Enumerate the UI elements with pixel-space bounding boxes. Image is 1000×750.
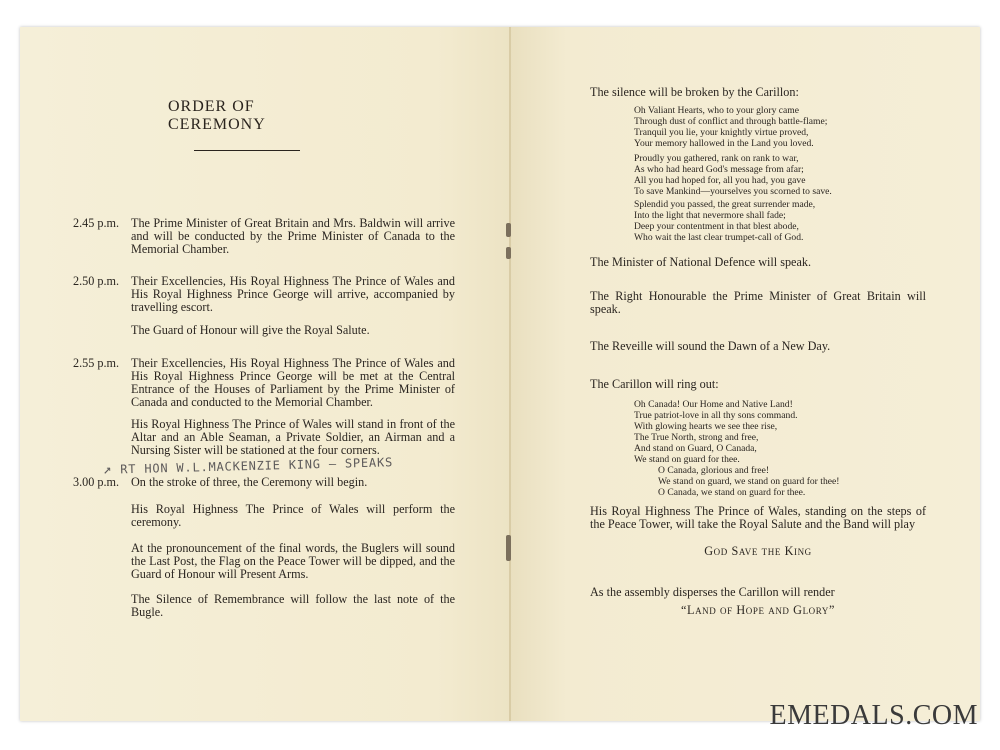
defence-speaks: The Minister of National Defence will speak. [590, 255, 811, 269]
disperse-text: As the assembly disperses the Carillon will render [590, 585, 835, 599]
entry-text: Their Excellencies, His Royal Highness The Prince of Wales and His Royal Highness Prince George will arrive, accompanied by travelling escort. [131, 274, 455, 314]
royal-salute-text: His Royal Highness The Prince of Wales, standing on the steps of the Peace Tower, will take the Royal Salute and the Band will play [590, 504, 926, 531]
verse-line: Through dust of conflict and through battle-flame; [634, 116, 828, 127]
anthem-line: True patriot-love in all thy sons command. [634, 410, 798, 421]
hymn-stanza [634, 199, 894, 243]
anthem-line: With glowing hearts we see thee rise, [634, 421, 778, 432]
handwritten-note-text: RT HON W.L.MACKENZIE KING — SPEAKS [120, 455, 394, 477]
carillon-intro: The silence will be broken by the Carillon: [590, 85, 799, 99]
anthem-line: And stand on Guard, O Canada, [634, 443, 757, 454]
altar-text: His Royal Highness The Prince of Wales will stand in front of the Altar and an Able Seaman, a Private Soldier, an Airman and a Nursing Sister will be stationed at the four corners. [131, 417, 455, 457]
entry-time: 2.50 p.m. [73, 274, 120, 288]
staple [506, 247, 511, 259]
entry-time: 2.45 p.m. [73, 216, 120, 230]
verse-line: As who had heard God's message from afar; [634, 164, 804, 175]
arrow-icon: ↗ [102, 461, 113, 478]
guard-salute-text: The Guard of Honour will give the Royal Salute. [131, 323, 370, 337]
verse-line: Who wait the last clear trumpet-call of God. [634, 232, 804, 243]
anthem-line: O Canada, we stand on guard for thee. [658, 487, 806, 498]
verse-line: Proudly you gathered, rank on rank to war, [634, 153, 799, 164]
entry-time: 2.55 p.m. [73, 356, 120, 370]
entry-time: 3.00 p.m. [73, 475, 120, 489]
carillon-ring: The Carillon will ring out: [590, 377, 719, 391]
entry-text: The Prime Minister of Great Britain and Mrs. Baldwin will arrive and will be conducted by the Prime Minister of Canada to the Memorial Chamber. [131, 216, 455, 256]
anthem [634, 399, 894, 498]
anthem-line: O Canada, glorious and free! [658, 465, 770, 476]
hymn-stanza [634, 105, 894, 149]
perform-ceremony-text: His Royal Highness The Prince of Wales will perform the ceremony. [131, 502, 455, 529]
watermark-logo: EMEDALS.COM [769, 700, 978, 731]
verse-line: Into the light that nevermore shall fade; [634, 210, 786, 221]
verse-line: Your memory hallowed in the Land you loved. [634, 138, 814, 149]
verse-line: Tranquil you lie, your knightly virtue proved, [634, 127, 809, 138]
anthem-line: The True North, strong and free, [634, 432, 759, 443]
reveille-text: The Reveille will sound the Dawn of a New Day. [590, 339, 831, 353]
verse-line: All you had hoped for, all you had, you gave [634, 175, 806, 186]
verse-line: Oh Valiant Hearts, who to your glory came [634, 105, 800, 116]
page-title: ORDER OF CEREMONY [168, 98, 266, 133]
anthem-line: We stand on guard, we stand on guard for thee! [658, 476, 840, 487]
staple [506, 223, 511, 237]
god-save-the-king: God Save the King [704, 544, 812, 558]
silence-text: The Silence of Remembrance will follow the last note of the Bugle. [131, 592, 455, 619]
center-fold [509, 27, 511, 721]
title-rule [194, 150, 300, 151]
hymn-stanza [634, 153, 894, 197]
verse-line: To save Mankind—yourselves you scorned to save. [634, 186, 832, 197]
anthem-line: We stand on guard for thee. [634, 454, 740, 465]
verse-line: Splendid you passed, the great surrender made, [634, 199, 816, 210]
staple [506, 535, 511, 561]
buglers-text: At the pronouncement of the final words, the Buglers will sound the Last Post, the Flag on the Peace Tower will be dipped, and the Guard of Honour will Present Arms. [131, 541, 455, 581]
entry-text: On the stroke of three, the Ceremony will begin. [131, 475, 368, 489]
entry-text: Their Excellencies, His Royal Highness The Prince of Wales and His Royal Highness Prince George will be met at the Central Entrance of the Houses of Parliament by the Prime Minister of Canada and conducted to the Memorial Chamber. [131, 356, 455, 409]
pm-speaks: The Right Honourable the Prime Minister of Great Britain will speak. [590, 289, 926, 316]
verse-line: Deep your contentment in that blest abode, [634, 221, 799, 232]
land-of-hope-and-glory: “Land of Hope and Glory” [681, 603, 835, 617]
anthem-line: Oh Canada! Our Home and Native Land! [634, 399, 793, 410]
